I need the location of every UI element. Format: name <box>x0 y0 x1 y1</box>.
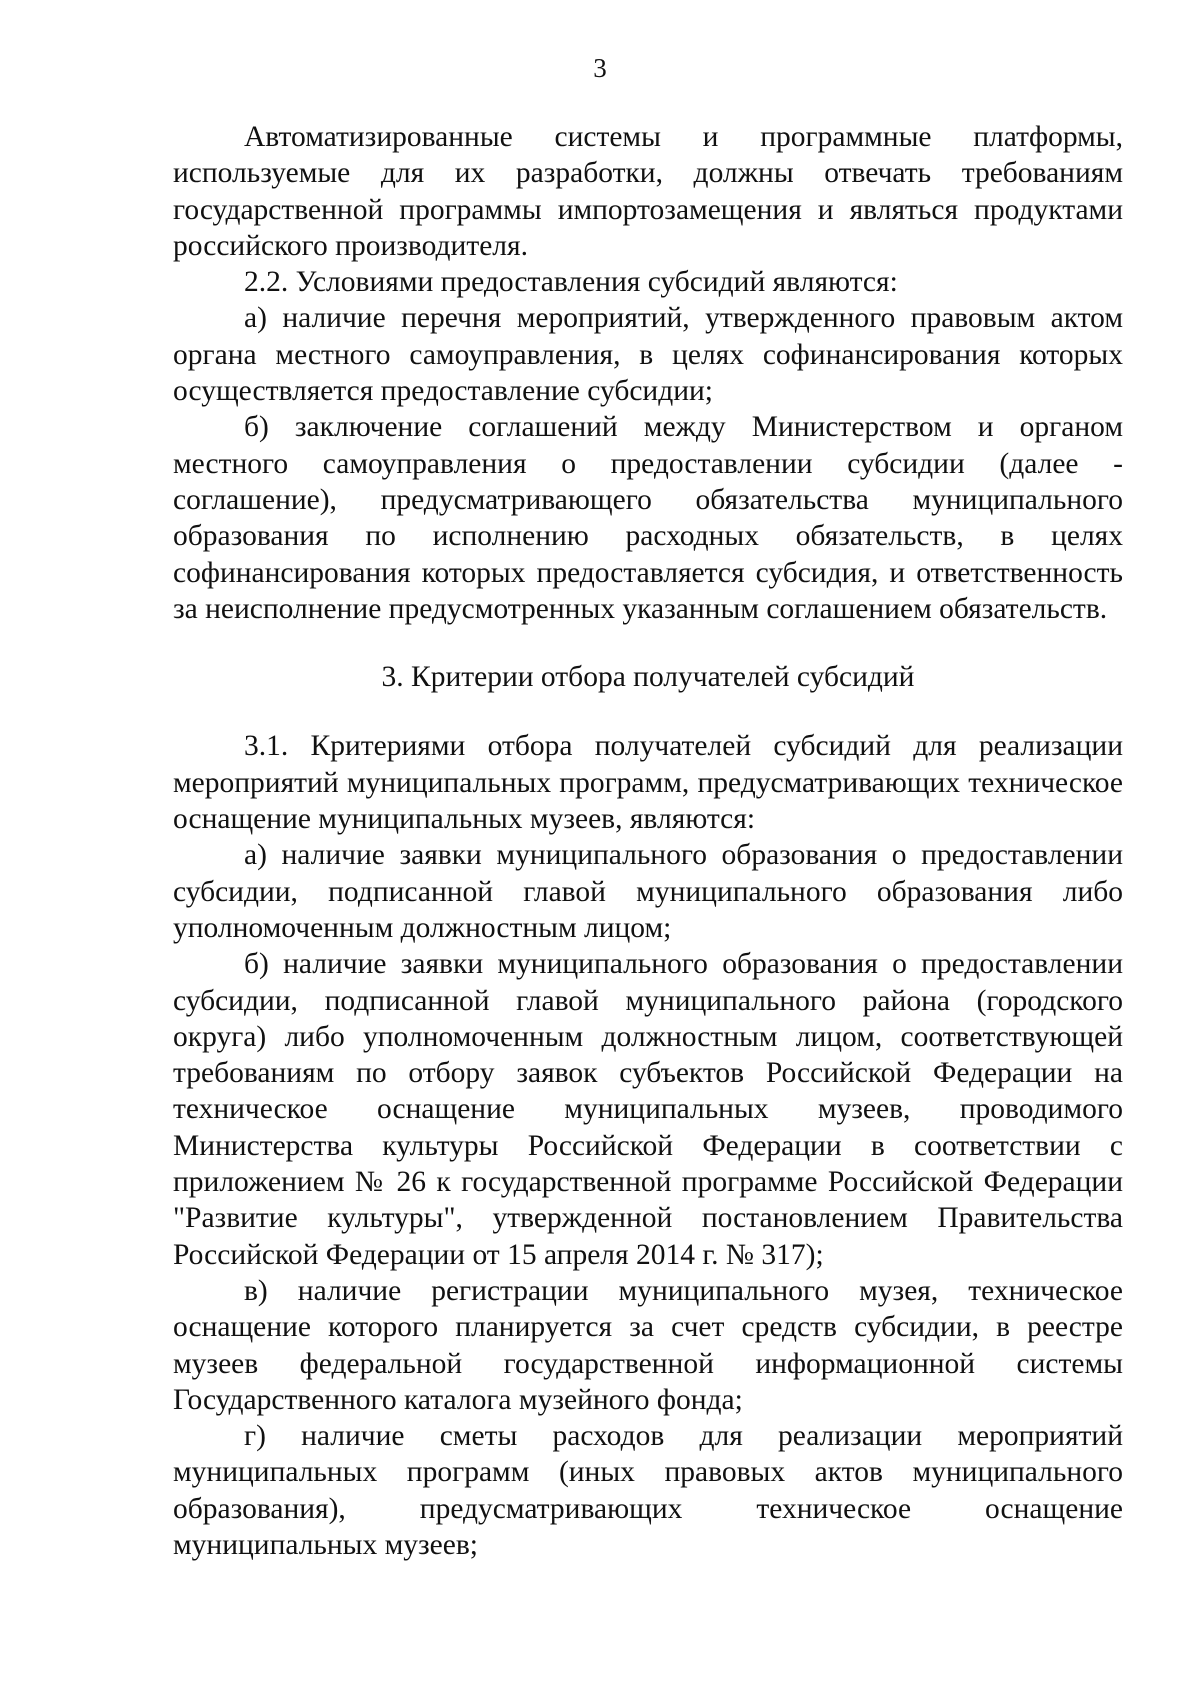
paragraph-criterion-g: г) наличие сметы расходов для реализации мероприятий муниципальных программ (иных правовых актов муниципального образования), предусматривающих техническое оснащение муниципальных музеев; <box>173 1420 1123 1561</box>
paragraph-2-2-conditions: 2.2. Условиями предоставления субсидий являются: <box>244 266 898 299</box>
paragraph-criterion-b: б) наличие заявки муниципального образования о предоставлении субсидии, подписанной главой муниципального района (городского округа) либо уполномоченным должностным лицом, соответствующей требованиям по отбору заявок субъектов Российской Федерации на техническое оснащение муниципальных музеев, проводимого Министерства культуры Российской Федерации в соответствии с приложением № 26 к государственной программе Российской Федерации "Развитие культуры", утвержденной постановлением Правительства Российской Федерации от 15 апреля 2014 г. № 317); <box>173 948 1123 1271</box>
paragraph-3-1-criteria: 3.1. Критериями отбора получателей субсидий для реализации мероприятий муниципальных программ, предусматривающих техническое оснащение муниципальных музеев, являются: <box>173 730 1123 836</box>
paragraph-condition-b: б) заключение соглашений между Министерством и органом местного самоуправления о предоставлении субсидии (далее - соглашение), предусматривающего обязательства муниципального образования по исполнению расходных обязательств, в целях софинансирования которых предоставляется субсидия, и ответственность за неисполнение предусмотренных указанным соглашением обязательств. <box>173 411 1123 625</box>
page-number: 3 <box>593 53 607 83</box>
document-body <box>173 119 1123 1563</box>
paragraph-condition-a: а) наличие перечня мероприятий, утвержденного правовым актом органа местного самоуправления, в целях софинансирования которых осуществляется предоставление субсидии; <box>173 302 1123 408</box>
paragraph-software-requirements: Автоматизированные системы и программные платформы, используемые для их разработки, должны отвечать требованиям государственной программы импортозамещения и являться продуктами российского производителя. <box>173 121 1123 262</box>
paragraph-criterion-a: а) наличие заявки муниципального образования о предоставлении субсидии, подписанной главой муниципального образования либо уполномоченным должностным лицом; <box>173 839 1123 944</box>
section-heading: 3. Критерии отбора получателей субсидий <box>381 661 915 694</box>
paragraph-criterion-v: в) наличие регистрации муниципального музея, техническое оснащение которого планируется за счет средств субсидии, в реестре музеев федеральной государственной информационной системы Государственного каталога музейного фонда; <box>173 1274 1123 1416</box>
